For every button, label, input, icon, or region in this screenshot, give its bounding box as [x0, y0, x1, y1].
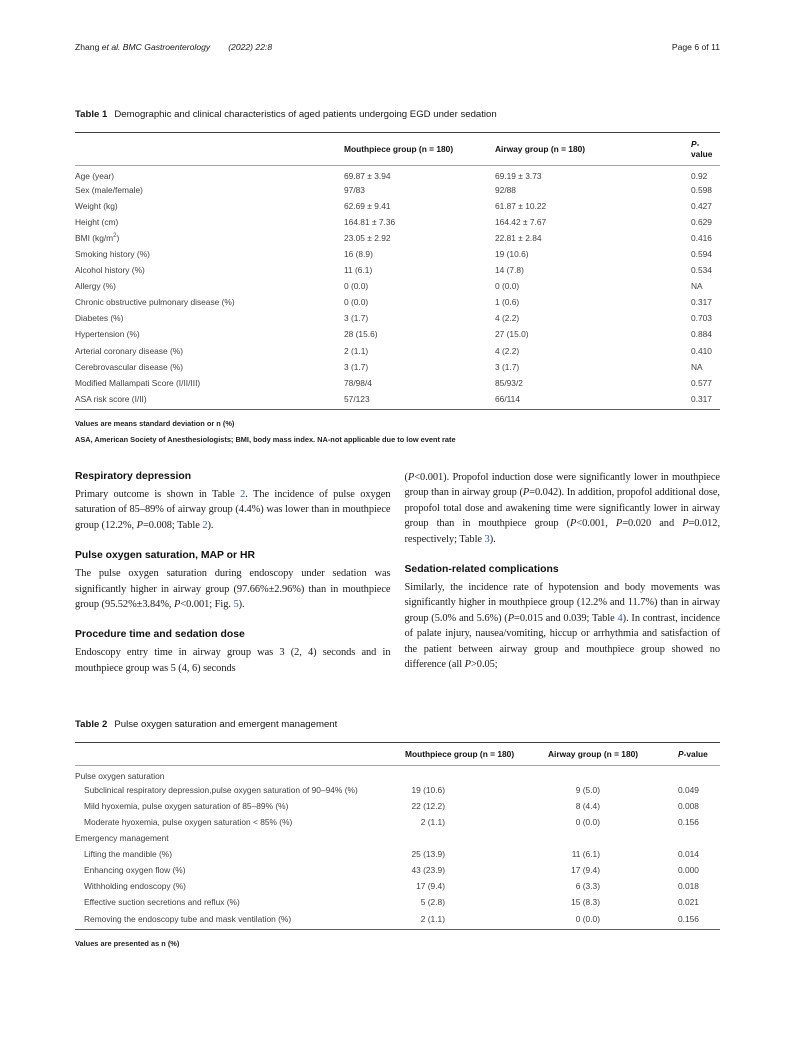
table-row — [75, 278, 720, 294]
table-row — [75, 198, 720, 214]
table-row — [75, 359, 720, 375]
cell-label: Removing the endoscopy tube and mask ventilation (%) — [84, 913, 292, 924]
cell-label: ASA risk score (I/II) — [75, 393, 147, 404]
cell-mouthpiece: 57/123 — [344, 393, 370, 404]
cell-label: Diabetes (%) — [75, 313, 124, 324]
cell-airway: 11 (6.1) — [571, 849, 600, 860]
cell-airway: 4 (2.2) — [495, 345, 520, 356]
cell-airway: 0 (0.0) — [495, 281, 520, 292]
table2-footnote: Values are presented as n (%) — [75, 938, 180, 948]
cell-p: 0.594 — [691, 249, 712, 260]
cell-mouthpiece: 19 (10.6) — [411, 784, 445, 795]
cell-airway: 69.19 ± 3.73 — [495, 170, 542, 181]
cell-mouthpiece: 78/98/4 — [344, 377, 372, 388]
cell-airway: 8 (4.4) — [575, 800, 600, 811]
cell-p — [678, 830, 720, 846]
table2-caption-text: Pulse oxygen saturation and emergent management — [114, 719, 338, 731]
text-run: =0.012, respectively; Table — [404, 518, 720, 545]
ref-link[interactable]: 3 — [484, 533, 490, 545]
cell-mouthpiece: 2 (1.1) — [344, 345, 369, 356]
cell-p: 0.598 — [691, 184, 712, 195]
citation-ref: (2022) 22:8 — [228, 42, 273, 52]
cell-p: 0.018 — [678, 881, 699, 892]
section-heading: Respiratory depression — [75, 470, 192, 482]
cell-mouthpiece: 164.81 ± 7.36 — [344, 216, 396, 227]
table-row — [75, 894, 720, 910]
cell-airway: 164.42 ± 7.67 — [495, 216, 547, 227]
table-row — [75, 911, 720, 927]
cell-label: Allergy (%) — [75, 281, 116, 292]
cell-mouthpiece: 28 (15.6) — [344, 329, 378, 340]
italic-variable: P — [464, 658, 471, 670]
cell-p: 0.014 — [678, 849, 699, 860]
table-row — [75, 262, 720, 278]
text-run: ). In contrast, incidence of palate injury, nausea/vomiting, hiccup or arrhythmia and satisfaction of the patient between airway group and mouthpiece group showed no difference (all — [404, 612, 720, 670]
superscript: 2 — [113, 233, 117, 240]
text-run: ( — [404, 471, 408, 483]
cell-p: 0.008 — [678, 800, 699, 811]
cell-mouthpiece: 22 (12.2) — [411, 800, 445, 811]
cell-p: 0.884 — [691, 329, 712, 340]
text-run: =0.020 and — [622, 518, 683, 530]
left-column — [75, 470, 391, 676]
body-paragraph — [75, 645, 391, 676]
table-row — [75, 846, 720, 862]
table1-caption — [75, 109, 720, 120]
table-row — [75, 246, 720, 262]
cell-label: Enhancing oxygen flow (%) — [84, 865, 186, 876]
body-paragraph — [405, 470, 721, 547]
table-row — [75, 862, 720, 878]
table-row — [75, 214, 720, 230]
text-run: ). — [489, 533, 496, 545]
table-row — [75, 294, 720, 310]
cell-p: 0.92 — [691, 170, 708, 181]
table1-header-mouthpiece: Mouthpiece group (n = 180) — [344, 133, 495, 166]
cell-airway — [548, 830, 678, 846]
author-name: Zhang — [75, 42, 100, 52]
cell-mouthpiece: 2 (1.1) — [420, 816, 445, 827]
cell-mouthpiece: 17 (9.4) — [416, 881, 445, 892]
section-heading: Pulse oxygen saturation, MAP or HR — [75, 550, 255, 562]
cell-label: Smoking history (%) — [75, 249, 150, 260]
cell-airway: 9 (5.0) — [575, 784, 600, 795]
cell-airway: 17 (9.4) — [571, 865, 600, 876]
table1-footnotes — [75, 416, 720, 449]
cell-airway: 0 (0.0) — [575, 913, 600, 924]
cell-mouthpiece: 43 (23.9) — [411, 865, 445, 876]
running-head-citation — [75, 42, 272, 52]
table1 — [75, 132, 720, 410]
italic-variable: P — [682, 518, 689, 530]
table-row — [75, 166, 720, 182]
cell-airway: 66/114 — [495, 393, 520, 404]
table-row — [75, 182, 720, 198]
cell-mouthpiece: 16 (8.9) — [344, 249, 373, 260]
cell-p: 0.410 — [691, 345, 712, 356]
table-row — [75, 391, 720, 407]
table2-header-row — [75, 743, 720, 766]
cell-p — [678, 766, 720, 782]
cell-mouthpiece: 2 (1.1) — [420, 913, 445, 924]
cell-label: Cerebrovascular disease (%) — [75, 361, 183, 372]
italic-variable: P — [407, 471, 415, 483]
cell-p: 0.577 — [691, 377, 712, 388]
cell-mouthpiece: 97/83 — [344, 184, 365, 195]
cell-label: Lifting the mandible (%) — [84, 849, 172, 860]
table1-header-airway: Airway group (n = 180) — [495, 133, 691, 166]
page-content — [75, 0, 720, 952]
cell-airway: 61.87 ± 10.22 — [495, 200, 547, 211]
cell-p: NA — [691, 281, 703, 292]
text-run: Primary outcome is shown in Table — [75, 488, 241, 500]
journal-name: et al. BMC Gastroenterology — [99, 42, 211, 52]
cell-label: Age (year) — [75, 170, 115, 181]
cell-airway: 27 (15.0) — [495, 329, 529, 340]
cell-label: Mild hyoxemia, pulse oxygen saturation of 85–89% (%) — [84, 800, 289, 811]
body-paragraph — [75, 487, 391, 533]
right-column — [405, 470, 721, 672]
table1-header-empty — [75, 133, 344, 166]
table1-caption-label: Table 1 — [75, 109, 108, 120]
cell-label: Emergency management — [75, 833, 169, 844]
italic-variable: P — [615, 518, 623, 530]
cell-p: 0.703 — [691, 313, 712, 324]
body-paragraph — [75, 566, 391, 612]
table-section-row — [75, 830, 720, 846]
table2-header-empty — [75, 743, 405, 766]
table1-footnote: Values are means standard deviation or n (%) — [75, 418, 235, 428]
table-row — [75, 798, 720, 814]
italic-variable: P — [522, 487, 530, 499]
italic-variable: P — [507, 612, 515, 624]
table-row — [75, 814, 720, 830]
table2 — [75, 742, 720, 929]
text-run: . The incidence of pulse oxygen saturation of 85–89% of airway group (4.4%) was lower than in mouthpiece group (12.2%, — [75, 488, 391, 531]
cell-airway — [548, 766, 678, 782]
table2-caption — [75, 719, 720, 730]
cell-mouthpiece: 5 (2.8) — [420, 897, 445, 908]
cell-airway: 3 (1.7) — [495, 361, 520, 372]
text-run: Endoscopy entry time in airway group was 3 (2, 4) seconds and in mouthpiece group was 5 (4, 6) seconds — [75, 647, 391, 674]
section-heading: Procedure time and sedation dose — [75, 629, 245, 641]
cell-label: Alcohol history (%) — [75, 265, 145, 276]
table1-header-pvalue: P-value — [691, 133, 720, 166]
cell-p: 0.416 — [691, 232, 712, 243]
cell-label: BMI $(kg/m^2)$ — [75, 232, 120, 243]
table-row — [75, 326, 720, 342]
cell-airway: 22.81 ± 2.84 — [495, 232, 542, 243]
cell-mouthpiece: 0 (0.0) — [344, 297, 369, 308]
cell-airway: 15 (8.3) — [571, 897, 600, 908]
cell-label: Sex (male/female) — [75, 184, 143, 195]
cell-mouthpiece: 69.87 ± 3.94 — [344, 170, 391, 181]
cell-p: 0.629 — [691, 216, 712, 227]
table-row — [75, 375, 720, 391]
cell-airway: 85/93/2 — [495, 377, 523, 388]
cell-p: 0.534 — [691, 265, 712, 276]
cell-airway: 14 (7.8) — [495, 265, 524, 276]
cell-label: Withholding endoscopy (%) — [84, 881, 186, 892]
table-row — [75, 878, 720, 894]
cell-label: Effective suction secretions and reflux (%) — [84, 897, 240, 908]
cell-mouthpiece: 3 (1.7) — [344, 361, 369, 372]
cell-label: Hypertension (%) — [75, 329, 140, 340]
cell-airway: 92/88 — [495, 184, 516, 195]
ref-link[interactable]: 2 — [240, 488, 246, 500]
page-number: Page 6 of 11 — [671, 42, 720, 52]
body-text — [75, 470, 720, 676]
ref-link[interactable]: 4 — [617, 612, 623, 624]
cell-p: 0.427 — [691, 200, 712, 211]
body-paragraph — [405, 580, 721, 672]
table1-footnote: ASA, American Society of Anesthesiologists; BMI, body mass index. NA-not applicable due to low event rate — [75, 435, 456, 445]
cell-mouthpiece — [405, 830, 548, 846]
cell-label: Chronic obstructive pulmonary disease (%) — [75, 297, 235, 308]
text-run: <0.001, — [576, 518, 616, 530]
cell-label: Moderate hyoxemia, pulse oxygen saturation < 85% (%) — [84, 816, 293, 827]
cell-airway: 19 (10.6) — [495, 249, 529, 260]
table-row — [75, 310, 720, 326]
cell-p: 0.317 — [691, 297, 712, 308]
text-run: =0.015 and 0.039; Table — [514, 612, 618, 624]
cell-p: 0.000 — [678, 865, 699, 876]
cell-label: Arterial coronary disease (%) — [75, 345, 183, 356]
table2-header-mouthpiece: Mouthpiece group (n = 180) — [405, 743, 548, 766]
cell-mouthpiece: 3 (1.7) — [344, 313, 369, 324]
cell-label: Height (cm) — [75, 216, 119, 227]
italic-variable: P — [136, 519, 143, 531]
ref-link[interactable]: 5 — [233, 598, 239, 610]
table1-caption-text: Demographic and clinical characteristics of aged patients undergoing EGD under sedation — [114, 109, 497, 120]
cell-p: 0.156 — [678, 913, 699, 924]
cell-mouthpiece: 25 (13.9) — [411, 849, 445, 860]
ref-link[interactable]: 2 — [202, 519, 208, 531]
cell-mouthpiece: 62.69 ± 9.41 — [344, 200, 391, 211]
italic-variable: P — [570, 518, 577, 530]
cell-label: Subclinical respiratory depression,pulse oxygen saturation of 90–94% (%) — [84, 784, 358, 795]
section-heading: Sedation-related complications — [404, 563, 559, 575]
table-row — [75, 230, 720, 246]
text-run: ). — [207, 519, 214, 531]
cell-mouthpiece — [405, 766, 548, 782]
cell-mouthpiece: 11 (6.1) — [344, 265, 373, 276]
cell-airway: 6 (3.3) — [575, 881, 600, 892]
cell-airway: 4 (2.2) — [495, 313, 520, 324]
text-run: <0.001; Fig. — [180, 598, 234, 610]
text-run: =0.042). In addition, propofol additional dose, propofol total dose and awakening time were significantly lower in airway group than in mouthpiece group ( — [404, 487, 720, 530]
cell-p: 0.049 — [678, 784, 699, 795]
text-run: <0.001). Propofol induction dose were significantly lower in mouthpiece group than in airway group ( — [404, 471, 720, 499]
cell-p: 0.156 — [678, 816, 699, 827]
cell-airway: 0 (0.0) — [575, 816, 600, 827]
cell-airway: 1 (0.6) — [495, 297, 520, 308]
table-row — [75, 343, 720, 359]
cell-label: Weight (kg) — [75, 200, 118, 211]
italic-variable: P — [174, 598, 181, 610]
cell-mouthpiece: 23.05 ± 2.92 — [344, 232, 391, 243]
table2-caption-label: Table 2 — [75, 719, 108, 731]
text-run: =0.008; Table — [142, 519, 203, 531]
text-run: Similarly, the incidence rate of hypotension and body movements was significantly higher in mouthpiece group (12.2% and 11.7%) than in airway group (5.0% and 5.6%) ( — [404, 581, 720, 624]
cell-p: 0.317 — [691, 393, 712, 404]
table-section-row — [75, 766, 720, 782]
text-run: ). — [238, 598, 245, 610]
cell-label: Modified Mallampati Score (I/II/III) — [75, 377, 201, 388]
text-run: >0.05; — [470, 658, 498, 670]
cell-label: Pulse oxygen saturation — [75, 770, 165, 781]
table2-header-pvalue: P-value — [678, 743, 720, 766]
table2-header-airway: Airway group (n = 180) — [548, 743, 678, 766]
text-run: The pulse oxygen saturation during endoscopy under sedation was significantly higher in airway group (97.66%±2.96%) than in mouthpiece group (95.52%±3.84%, — [75, 568, 391, 610]
running-head — [75, 42, 720, 52]
cell-mouthpiece: 0 (0.0) — [344, 281, 369, 292]
table2-footnotes — [75, 936, 720, 953]
cell-p: 0.021 — [678, 897, 699, 908]
table1-header-row — [75, 133, 720, 166]
cell-p: NA — [691, 361, 703, 372]
table-row — [75, 782, 720, 798]
